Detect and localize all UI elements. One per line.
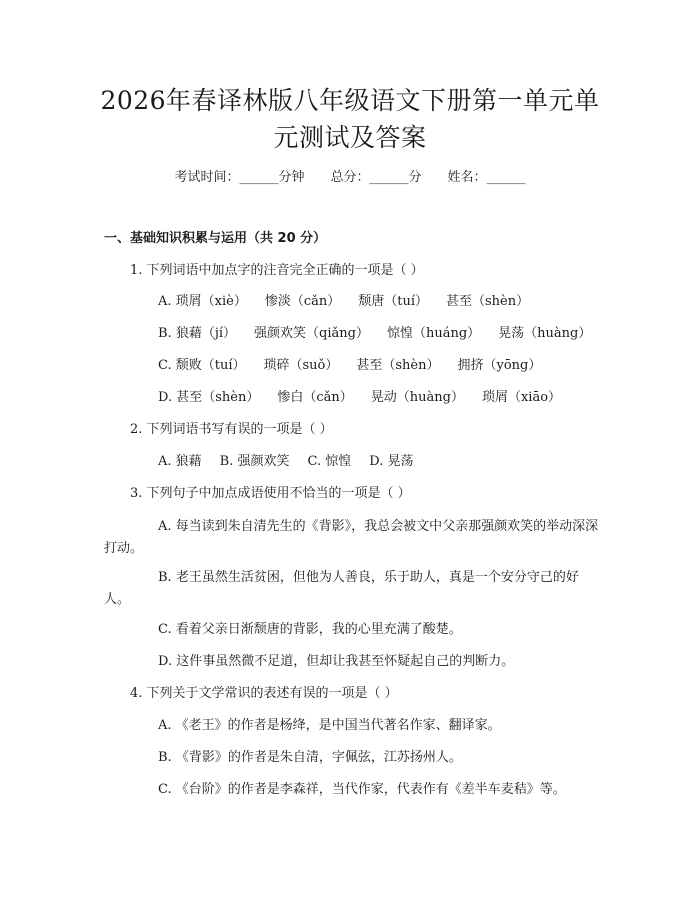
option-item: 颓唐（tuí） [358,294,429,309]
option-item: C. 颓败（tuí） [158,358,246,373]
option-item: 晃动（huàng） [370,390,464,405]
option-item: A. 琐屑（xiè） [158,294,247,309]
option-item: D. 晃荡 [369,454,414,469]
option-item: 晃荡（huàng） [498,326,592,341]
question-4-option-c: C. 《台阶》的作者是李森祥，当代作家，代表作有《差半车麦秸》等。 [158,782,566,797]
document-title-line-2: 元测试及答案 [273,123,427,152]
option-item: B. 狼藉（jí） [158,326,237,341]
exam-meta-row [0,168,700,188]
option-item: D. 甚至（shèn） [158,390,260,405]
exam-time-field: 考试时间：______分钟 [174,170,305,185]
option-item: 强颜欢笑（qiǎng） [254,326,369,341]
option-item: 惨淡（cǎn） [264,294,341,309]
option-item: 拥挤（yōng） [457,358,542,373]
document-title-line-1: 2026年春译林版八年级语文下册第一单元单 [100,86,600,115]
question-1-option-b [158,324,591,344]
option-item: 惨白（cǎn） [277,390,353,405]
question-3-option-d: D. 这件事虽然微不足道，但却让我甚至怀疑起自己的判断力。 [158,654,515,669]
question-3-option-c: C. 看着父亲日渐颓唐的背影，我的心里充满了酸楚。 [158,622,462,637]
question-1-option-d [158,388,561,408]
total-score-field: 总分：______分 [330,170,422,185]
question-4-option-b: B. 《背影》的作者是朱自清，字佩弦，江苏扬州人。 [158,750,462,765]
option-item: C. 惊惶 [307,454,352,469]
question-3-stem: 3. 下列句子中加点成语使用不恰当的一项是（ ） [130,486,411,501]
question-2-stem: 2. 下列词语书写有误的一项是（ ） [130,422,333,437]
option-item: 琐屑（xiāo） [481,390,562,405]
option-item: 琐碎（suǒ） [263,358,339,373]
question-4-option-a: A. 《老王》的作者是杨绛，是中国当代著名作家、翻译家。 [158,718,501,733]
question-4-stem: 4. 下列关于文学常识的表述有误的一项是（ ） [130,686,398,701]
question-1-option-c [158,356,541,376]
question-3-option-b: B. 老王虽然生活贫困，但他为人善良，乐于助人，真是一个安分守己的好人。 [104,570,579,607]
option-item: 甚至（shèn） [356,358,440,373]
question-3-option-a: A. 每当读到朱自清先生的《背影》，我总会被文中父亲那强颜欢笑的举动深深打动。 [104,519,599,556]
option-item: 惊惶（huáng） [386,326,481,341]
option-item: A. 狼藉 [158,454,202,469]
option-item: B. 强颜欢笑 [219,454,290,469]
question-1-option-a [158,292,529,312]
option-item: 甚至（shèn） [446,294,530,309]
student-name-field: 姓名：______ [447,170,526,185]
section-heading: 一、基础知识积累与运用（共 20 分） [104,231,327,246]
question-2-options [158,452,413,472]
question-1-stem: 1. 下列词语中加点字的注音完全正确的一项是（ ） [130,263,424,278]
